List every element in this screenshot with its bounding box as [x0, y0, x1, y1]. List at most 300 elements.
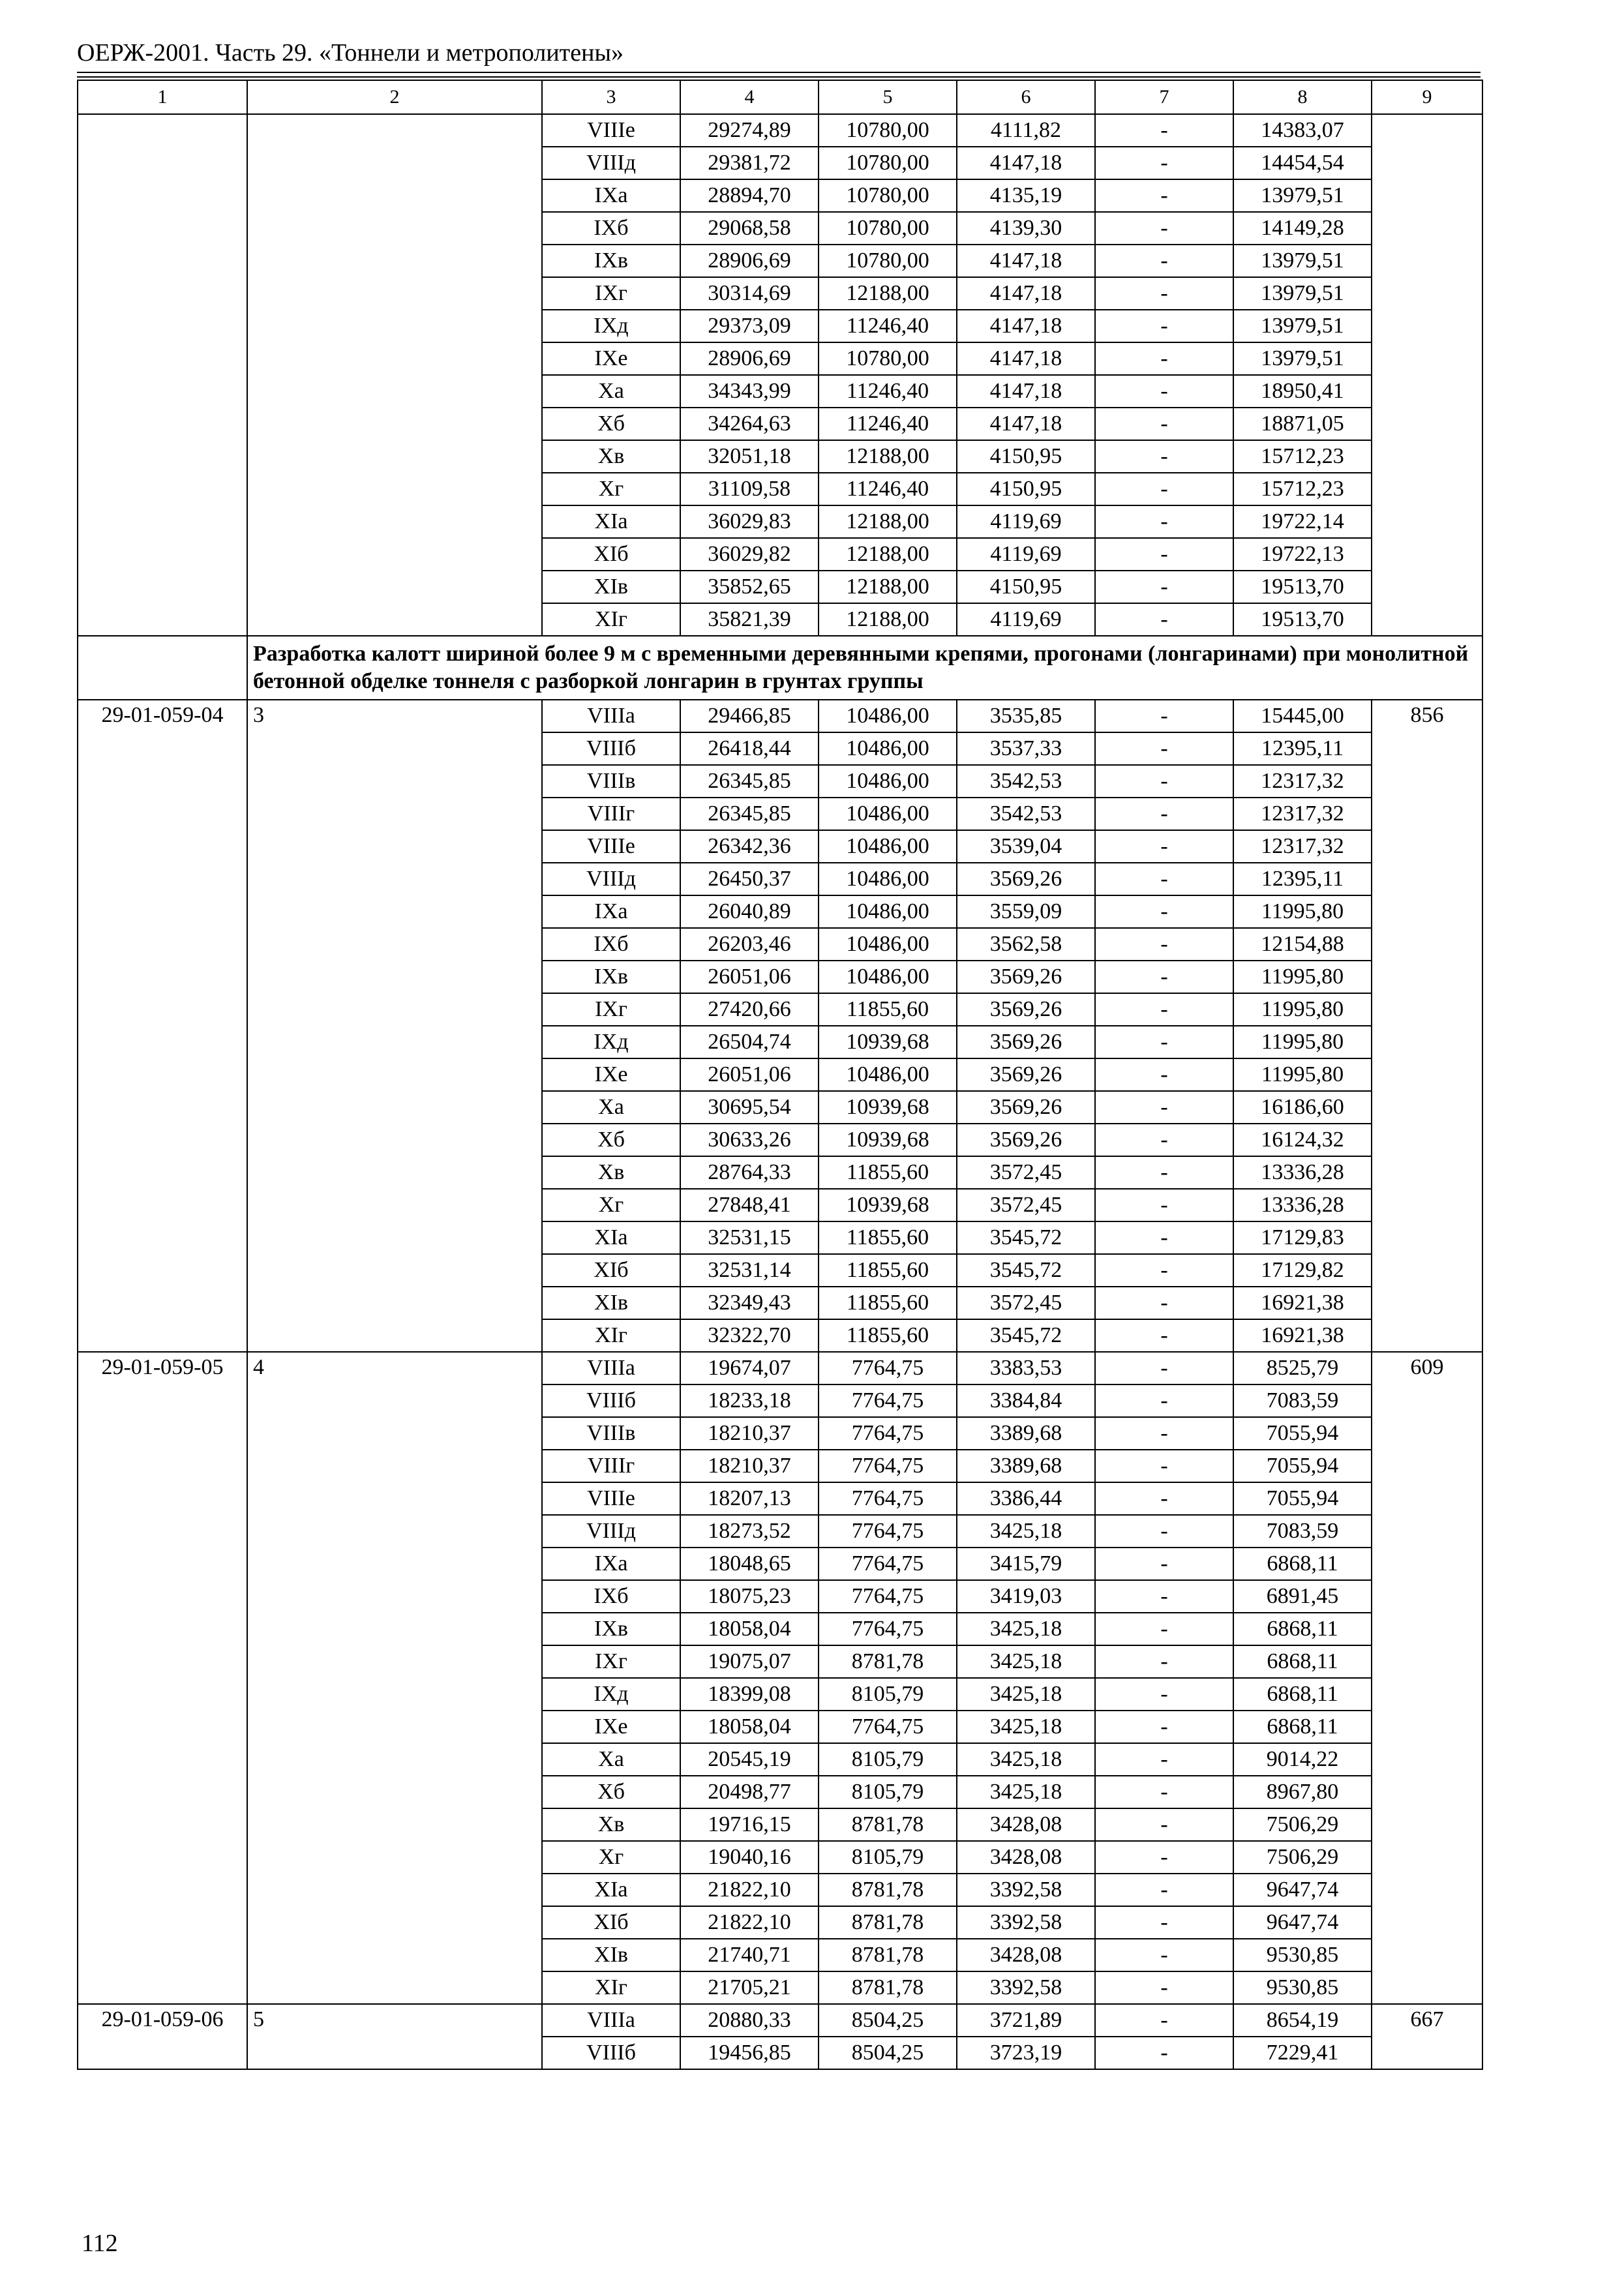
driver-wages-cell: -: [1095, 993, 1233, 1026]
total-cost-cell: 30695,54: [680, 1091, 819, 1124]
machines-cell: 3562,58: [957, 928, 1095, 961]
category-cell: IXа: [542, 895, 680, 928]
category-cell: Xб: [542, 1124, 680, 1156]
category-cell: Xв: [542, 1156, 680, 1189]
materials-cell: 19513,70: [1233, 603, 1372, 636]
driver-wages-cell: -: [1095, 1776, 1233, 1808]
machines-cell: 3569,26: [957, 1124, 1095, 1156]
machines-cell: 4147,18: [957, 342, 1095, 375]
materials-cell: 18871,05: [1233, 408, 1372, 440]
driver-wages-cell: -: [1095, 1841, 1233, 1874]
wages-cell: 10486,00: [819, 928, 957, 961]
category-cell: XIб: [542, 1906, 680, 1939]
category-cell: IXе: [542, 342, 680, 375]
wages-cell: 10780,00: [819, 342, 957, 375]
column-number-row: [78, 80, 1482, 114]
column-number: 1: [78, 80, 247, 114]
machines-cell: 4111,82: [957, 114, 1095, 147]
materials-cell: 14454,54: [1233, 147, 1372, 179]
category-cell: IXб: [542, 928, 680, 961]
machines-cell: 3569,26: [957, 1091, 1095, 1124]
materials-cell: 17129,82: [1233, 1254, 1372, 1287]
soil-group-cell: [247, 114, 542, 636]
materials-cell: 9647,74: [1233, 1874, 1372, 1906]
category-cell: XIг: [542, 1319, 680, 1352]
machines-cell: 4119,69: [957, 505, 1095, 538]
materials-cell: 7506,29: [1233, 1841, 1372, 1874]
materials-cell: 13336,28: [1233, 1156, 1372, 1189]
rates-table-body: [78, 80, 1482, 2069]
total-cost-cell: 26345,85: [680, 765, 819, 798]
wages-cell: 10780,00: [819, 179, 957, 212]
category-cell: VIIIг: [542, 798, 680, 830]
machines-cell: 3428,08: [957, 1808, 1095, 1841]
category-cell: Xв: [542, 1808, 680, 1841]
category-cell: IXе: [542, 1711, 680, 1743]
driver-wages-cell: -: [1095, 1808, 1233, 1841]
machines-cell: 3535,85: [957, 700, 1095, 732]
wages-cell: 12188,00: [819, 538, 957, 571]
driver-wages-cell: -: [1095, 1613, 1233, 1645]
category-cell: VIIIб: [542, 1384, 680, 1417]
total-cost-cell: 32531,15: [680, 1221, 819, 1254]
materials-cell: 9647,74: [1233, 1906, 1372, 1939]
wages-cell: 11855,60: [819, 993, 957, 1026]
machines-cell: 3721,89: [957, 2004, 1095, 2037]
wages-cell: 12188,00: [819, 571, 957, 603]
total-cost-cell: 30314,69: [680, 277, 819, 310]
machines-cell: 3386,44: [957, 1482, 1095, 1515]
category-cell: Xг: [542, 473, 680, 505]
machines-cell: 3542,53: [957, 765, 1095, 798]
machines-cell: 3389,68: [957, 1417, 1095, 1450]
soil-group-cell: 4: [247, 1352, 542, 2004]
materials-cell: 16186,60: [1233, 1091, 1372, 1124]
driver-wages-cell: -: [1095, 212, 1233, 245]
driver-wages-cell: -: [1095, 1221, 1233, 1254]
total-cost-cell: 20880,33: [680, 2004, 819, 2037]
wages-cell: 10486,00: [819, 732, 957, 765]
rate-code-cell: 29-01-059-06: [78, 2004, 247, 2069]
wages-cell: 10780,00: [819, 147, 957, 179]
wages-cell: 10939,68: [819, 1091, 957, 1124]
materials-cell: 11995,80: [1233, 993, 1372, 1026]
category-cell: VIIIа: [542, 1352, 680, 1384]
rate-code-cell: 29-01-059-04: [78, 700, 247, 1352]
soil-group-cell: 5: [247, 2004, 542, 2069]
section-blank-cell: [78, 636, 247, 700]
category-cell: XIб: [542, 1254, 680, 1287]
machines-cell: 3569,26: [957, 1058, 1095, 1091]
machines-cell: 4135,19: [957, 179, 1095, 212]
wages-cell: 10780,00: [819, 212, 957, 245]
category-cell: VIIIб: [542, 732, 680, 765]
wages-cell: 11246,40: [819, 310, 957, 342]
wages-cell: 7764,75: [819, 1352, 957, 1384]
total-cost-cell: 20545,19: [680, 1743, 819, 1776]
wages-cell: 11855,60: [819, 1254, 957, 1287]
wages-cell: 8504,25: [819, 2037, 957, 2069]
driver-wages-cell: -: [1095, 1482, 1233, 1515]
machines-cell: 3425,18: [957, 1645, 1095, 1678]
machines-cell: 4147,18: [957, 147, 1095, 179]
driver-wages-cell: -: [1095, 179, 1233, 212]
total-cost-cell: 26203,46: [680, 928, 819, 961]
machines-cell: 4147,18: [957, 375, 1095, 408]
total-cost-cell: 18058,04: [680, 1613, 819, 1645]
category-cell: VIIIд: [542, 147, 680, 179]
total-cost-cell: 34343,99: [680, 375, 819, 408]
driver-wages-cell: -: [1095, 1189, 1233, 1221]
total-cost-cell: 26345,85: [680, 798, 819, 830]
wages-cell: 11855,60: [819, 1156, 957, 1189]
total-cost-cell: 28764,33: [680, 1156, 819, 1189]
total-cost-cell: 19674,07: [680, 1352, 819, 1384]
materials-cell: 6868,11: [1233, 1548, 1372, 1580]
materials-cell: 13979,51: [1233, 310, 1372, 342]
wages-cell: 7764,75: [819, 1548, 957, 1580]
machines-cell: 4147,18: [957, 408, 1095, 440]
total-cost-cell: 29466,85: [680, 700, 819, 732]
driver-wages-cell: -: [1095, 1026, 1233, 1058]
wages-cell: 10486,00: [819, 830, 957, 863]
materials-cell: 11995,80: [1233, 895, 1372, 928]
total-cost-cell: 26342,36: [680, 830, 819, 863]
total-cost-cell: 18058,04: [680, 1711, 819, 1743]
category-cell: IXб: [542, 212, 680, 245]
wages-cell: 10486,00: [819, 798, 957, 830]
column-number: 5: [819, 80, 957, 114]
driver-wages-cell: -: [1095, 1906, 1233, 1939]
driver-wages-cell: -: [1095, 440, 1233, 473]
wages-cell: 12188,00: [819, 277, 957, 310]
column-number: 3: [542, 80, 680, 114]
category-cell: XIа: [542, 1221, 680, 1254]
table-row: [78, 700, 1482, 732]
materials-cell: 9530,85: [1233, 1971, 1372, 2004]
total-cost-cell: 32349,43: [680, 1287, 819, 1319]
total-cost-cell: 28906,69: [680, 245, 819, 277]
driver-wages-cell: -: [1095, 1678, 1233, 1711]
category-cell: VIIIд: [542, 1515, 680, 1548]
machines-cell: 4150,95: [957, 440, 1095, 473]
wages-cell: 12188,00: [819, 440, 957, 473]
driver-wages-cell: -: [1095, 408, 1233, 440]
materials-cell: 6868,11: [1233, 1678, 1372, 1711]
category-cell: Xа: [542, 1743, 680, 1776]
wages-cell: 8105,79: [819, 1776, 957, 1808]
total-cost-cell: 26051,06: [680, 961, 819, 993]
driver-wages-cell: -: [1095, 765, 1233, 798]
total-cost-cell: 18048,65: [680, 1548, 819, 1580]
machines-cell: 4119,69: [957, 538, 1095, 571]
total-cost-cell: 18075,23: [680, 1580, 819, 1613]
labor-cost-cell: 609: [1372, 1352, 1482, 2004]
driver-wages-cell: -: [1095, 1254, 1233, 1287]
wages-cell: 8105,79: [819, 1743, 957, 1776]
driver-wages-cell: -: [1095, 1417, 1233, 1450]
category-cell: VIIIд: [542, 863, 680, 895]
driver-wages-cell: -: [1095, 732, 1233, 765]
total-cost-cell: 27848,41: [680, 1189, 819, 1221]
category-cell: IXб: [542, 1580, 680, 1613]
total-cost-cell: 26418,44: [680, 732, 819, 765]
materials-cell: 15712,23: [1233, 440, 1372, 473]
labor-cost-cell: 856: [1372, 700, 1482, 1352]
column-number: 8: [1233, 80, 1372, 114]
materials-cell: 18950,41: [1233, 375, 1372, 408]
materials-cell: 12395,11: [1233, 732, 1372, 765]
category-cell: IXв: [542, 1613, 680, 1645]
wages-cell: 8781,78: [819, 1645, 957, 1678]
machines-cell: 3569,26: [957, 961, 1095, 993]
machines-cell: 3572,45: [957, 1156, 1095, 1189]
category-cell: IXв: [542, 961, 680, 993]
materials-cell: 6891,45: [1233, 1580, 1372, 1613]
materials-cell: 14149,28: [1233, 212, 1372, 245]
machines-cell: 3723,19: [957, 2037, 1095, 2069]
total-cost-cell: 28894,70: [680, 179, 819, 212]
category-cell: Xг: [542, 1841, 680, 1874]
machines-cell: 4147,18: [957, 277, 1095, 310]
machines-cell: 3425,18: [957, 1678, 1095, 1711]
wages-cell: 7764,75: [819, 1384, 957, 1417]
total-cost-cell: 19456,85: [680, 2037, 819, 2069]
materials-cell: 11995,80: [1233, 1058, 1372, 1091]
wages-cell: 7764,75: [819, 1580, 957, 1613]
wages-cell: 8781,78: [819, 1906, 957, 1939]
total-cost-cell: 19075,07: [680, 1645, 819, 1678]
category-cell: VIIIб: [542, 2037, 680, 2069]
total-cost-cell: 29068,58: [680, 212, 819, 245]
wages-cell: 7764,75: [819, 1711, 957, 1743]
machines-cell: 3384,84: [957, 1384, 1095, 1417]
category-cell: IXа: [542, 179, 680, 212]
category-cell: IXг: [542, 277, 680, 310]
machines-cell: 3542,53: [957, 798, 1095, 830]
materials-cell: 13979,51: [1233, 342, 1372, 375]
machines-cell: 3389,68: [957, 1450, 1095, 1482]
driver-wages-cell: -: [1095, 1352, 1233, 1384]
total-cost-cell: 31109,58: [680, 473, 819, 505]
category-cell: XIг: [542, 603, 680, 636]
materials-cell: 7055,94: [1233, 1482, 1372, 1515]
materials-cell: 19722,13: [1233, 538, 1372, 571]
category-cell: IXд: [542, 310, 680, 342]
driver-wages-cell: -: [1095, 1124, 1233, 1156]
machines-cell: 3425,18: [957, 1613, 1095, 1645]
category-cell: IXе: [542, 1058, 680, 1091]
machines-cell: 3545,72: [957, 1221, 1095, 1254]
wages-cell: 7764,75: [819, 1482, 957, 1515]
materials-cell: 7055,94: [1233, 1450, 1372, 1482]
category-cell: Xв: [542, 440, 680, 473]
wages-cell: 10939,68: [819, 1189, 957, 1221]
driver-wages-cell: -: [1095, 1515, 1233, 1548]
total-cost-cell: 18399,08: [680, 1678, 819, 1711]
category-cell: VIIIа: [542, 2004, 680, 2037]
driver-wages-cell: -: [1095, 1548, 1233, 1580]
total-cost-cell: 35852,65: [680, 571, 819, 603]
total-cost-cell: 35821,39: [680, 603, 819, 636]
page-header-title: ОЕРЖ-2001. Часть 29. «Тоннели и метрополитены»: [77, 39, 624, 67]
driver-wages-cell: -: [1095, 1156, 1233, 1189]
machines-cell: 4147,18: [957, 245, 1095, 277]
machines-cell: 3569,26: [957, 1026, 1095, 1058]
machines-cell: 3392,58: [957, 1906, 1095, 1939]
machines-cell: 3559,09: [957, 895, 1095, 928]
wages-cell: 11246,40: [819, 408, 957, 440]
category-cell: XIв: [542, 1287, 680, 1319]
driver-wages-cell: -: [1095, 895, 1233, 928]
total-cost-cell: 30633,26: [680, 1124, 819, 1156]
machines-cell: 3419,03: [957, 1580, 1095, 1613]
materials-cell: 12317,32: [1233, 765, 1372, 798]
materials-cell: 6868,11: [1233, 1613, 1372, 1645]
total-cost-cell: 29274,89: [680, 114, 819, 147]
materials-cell: 12395,11: [1233, 863, 1372, 895]
wages-cell: 11855,60: [819, 1287, 957, 1319]
machines-cell: 3545,72: [957, 1319, 1095, 1352]
driver-wages-cell: -: [1095, 538, 1233, 571]
driver-wages-cell: -: [1095, 928, 1233, 961]
category-cell: IXв: [542, 245, 680, 277]
machines-cell: 3383,53: [957, 1352, 1095, 1384]
wages-cell: 7764,75: [819, 1515, 957, 1548]
category-cell: VIIIа: [542, 700, 680, 732]
page-number: 112: [82, 2230, 118, 2257]
column-number: 4: [680, 80, 819, 114]
materials-cell: 15445,00: [1233, 700, 1372, 732]
wages-cell: 11855,60: [819, 1319, 957, 1352]
driver-wages-cell: -: [1095, 961, 1233, 993]
driver-wages-cell: -: [1095, 375, 1233, 408]
materials-cell: 6868,11: [1233, 1645, 1372, 1678]
driver-wages-cell: -: [1095, 310, 1233, 342]
driver-wages-cell: -: [1095, 603, 1233, 636]
rates-table: [77, 80, 1483, 2070]
machines-cell: 4150,95: [957, 571, 1095, 603]
driver-wages-cell: -: [1095, 1971, 1233, 2004]
machines-cell: 3569,26: [957, 993, 1095, 1026]
total-cost-cell: 32051,18: [680, 440, 819, 473]
driver-wages-cell: -: [1095, 700, 1233, 732]
materials-cell: 16124,32: [1233, 1124, 1372, 1156]
total-cost-cell: 18207,13: [680, 1482, 819, 1515]
category-cell: Xг: [542, 1189, 680, 1221]
wages-cell: 10486,00: [819, 1058, 957, 1091]
materials-cell: 13979,51: [1233, 277, 1372, 310]
materials-cell: 7229,41: [1233, 2037, 1372, 2069]
total-cost-cell: 26040,89: [680, 895, 819, 928]
table-row: [78, 1352, 1482, 1384]
total-cost-cell: 19716,15: [680, 1808, 819, 1841]
materials-cell: 6868,11: [1233, 1711, 1372, 1743]
column-number: 7: [1095, 80, 1233, 114]
category-cell: XIа: [542, 505, 680, 538]
category-cell: IXа: [542, 1548, 680, 1580]
machines-cell: 3425,18: [957, 1711, 1095, 1743]
wages-cell: 10939,68: [819, 1124, 957, 1156]
total-cost-cell: 36029,83: [680, 505, 819, 538]
table-row: [78, 2004, 1482, 2037]
driver-wages-cell: -: [1095, 1711, 1233, 1743]
driver-wages-cell: -: [1095, 830, 1233, 863]
total-cost-cell: 32531,14: [680, 1254, 819, 1287]
wages-cell: 7764,75: [819, 1450, 957, 1482]
materials-cell: 13979,51: [1233, 179, 1372, 212]
total-cost-cell: 18210,37: [680, 1450, 819, 1482]
materials-cell: 8654,19: [1233, 2004, 1372, 2037]
wages-cell: 10486,00: [819, 765, 957, 798]
total-cost-cell: 18233,18: [680, 1384, 819, 1417]
driver-wages-cell: -: [1095, 342, 1233, 375]
driver-wages-cell: -: [1095, 1319, 1233, 1352]
materials-cell: 19513,70: [1233, 571, 1372, 603]
rate-code-cell: 29-01-059-05: [78, 1352, 247, 2004]
machines-cell: 3425,18: [957, 1515, 1095, 1548]
wages-cell: 10939,68: [819, 1026, 957, 1058]
driver-wages-cell: -: [1095, 1091, 1233, 1124]
total-cost-cell: 21822,10: [680, 1874, 819, 1906]
machines-cell: 3415,79: [957, 1548, 1095, 1580]
machines-cell: 3539,04: [957, 830, 1095, 863]
wages-cell: 8781,78: [819, 1874, 957, 1906]
total-cost-cell: 20498,77: [680, 1776, 819, 1808]
driver-wages-cell: -: [1095, 1743, 1233, 1776]
header-rule-top: [77, 72, 1481, 73]
driver-wages-cell: -: [1095, 863, 1233, 895]
driver-wages-cell: -: [1095, 1645, 1233, 1678]
column-number: 2: [247, 80, 542, 114]
materials-cell: 14383,07: [1233, 114, 1372, 147]
machines-cell: 3392,58: [957, 1874, 1095, 1906]
total-cost-cell: 19040,16: [680, 1841, 819, 1874]
category-cell: VIIIе: [542, 114, 680, 147]
machines-cell: 3425,18: [957, 1743, 1095, 1776]
category-cell: IXг: [542, 993, 680, 1026]
machines-cell: 3572,45: [957, 1189, 1095, 1221]
labor-cost-cell: 667: [1372, 2004, 1482, 2069]
machines-cell: 3537,33: [957, 732, 1095, 765]
driver-wages-cell: -: [1095, 114, 1233, 147]
wages-cell: 8781,78: [819, 1939, 957, 1971]
wages-cell: 8105,79: [819, 1841, 957, 1874]
driver-wages-cell: -: [1095, 1450, 1233, 1482]
total-cost-cell: 21705,21: [680, 1971, 819, 2004]
materials-cell: 12154,88: [1233, 928, 1372, 961]
category-cell: Xа: [542, 375, 680, 408]
driver-wages-cell: -: [1095, 798, 1233, 830]
machines-cell: 3428,08: [957, 1841, 1095, 1874]
driver-wages-cell: -: [1095, 147, 1233, 179]
category-cell: IXд: [542, 1026, 680, 1058]
total-cost-cell: 26504,74: [680, 1026, 819, 1058]
machines-cell: 3545,72: [957, 1254, 1095, 1287]
category-cell: XIб: [542, 538, 680, 571]
materials-cell: 9530,85: [1233, 1939, 1372, 1971]
materials-cell: 9014,22: [1233, 1743, 1372, 1776]
category-cell: Xб: [542, 408, 680, 440]
category-cell: XIв: [542, 571, 680, 603]
wages-cell: 8105,79: [819, 1678, 957, 1711]
rate-code-cell: [78, 114, 247, 636]
table-row: [78, 114, 1482, 147]
driver-wages-cell: -: [1095, 473, 1233, 505]
wages-cell: 10486,00: [819, 895, 957, 928]
wages-cell: 11246,40: [819, 473, 957, 505]
wages-cell: 10780,00: [819, 114, 957, 147]
